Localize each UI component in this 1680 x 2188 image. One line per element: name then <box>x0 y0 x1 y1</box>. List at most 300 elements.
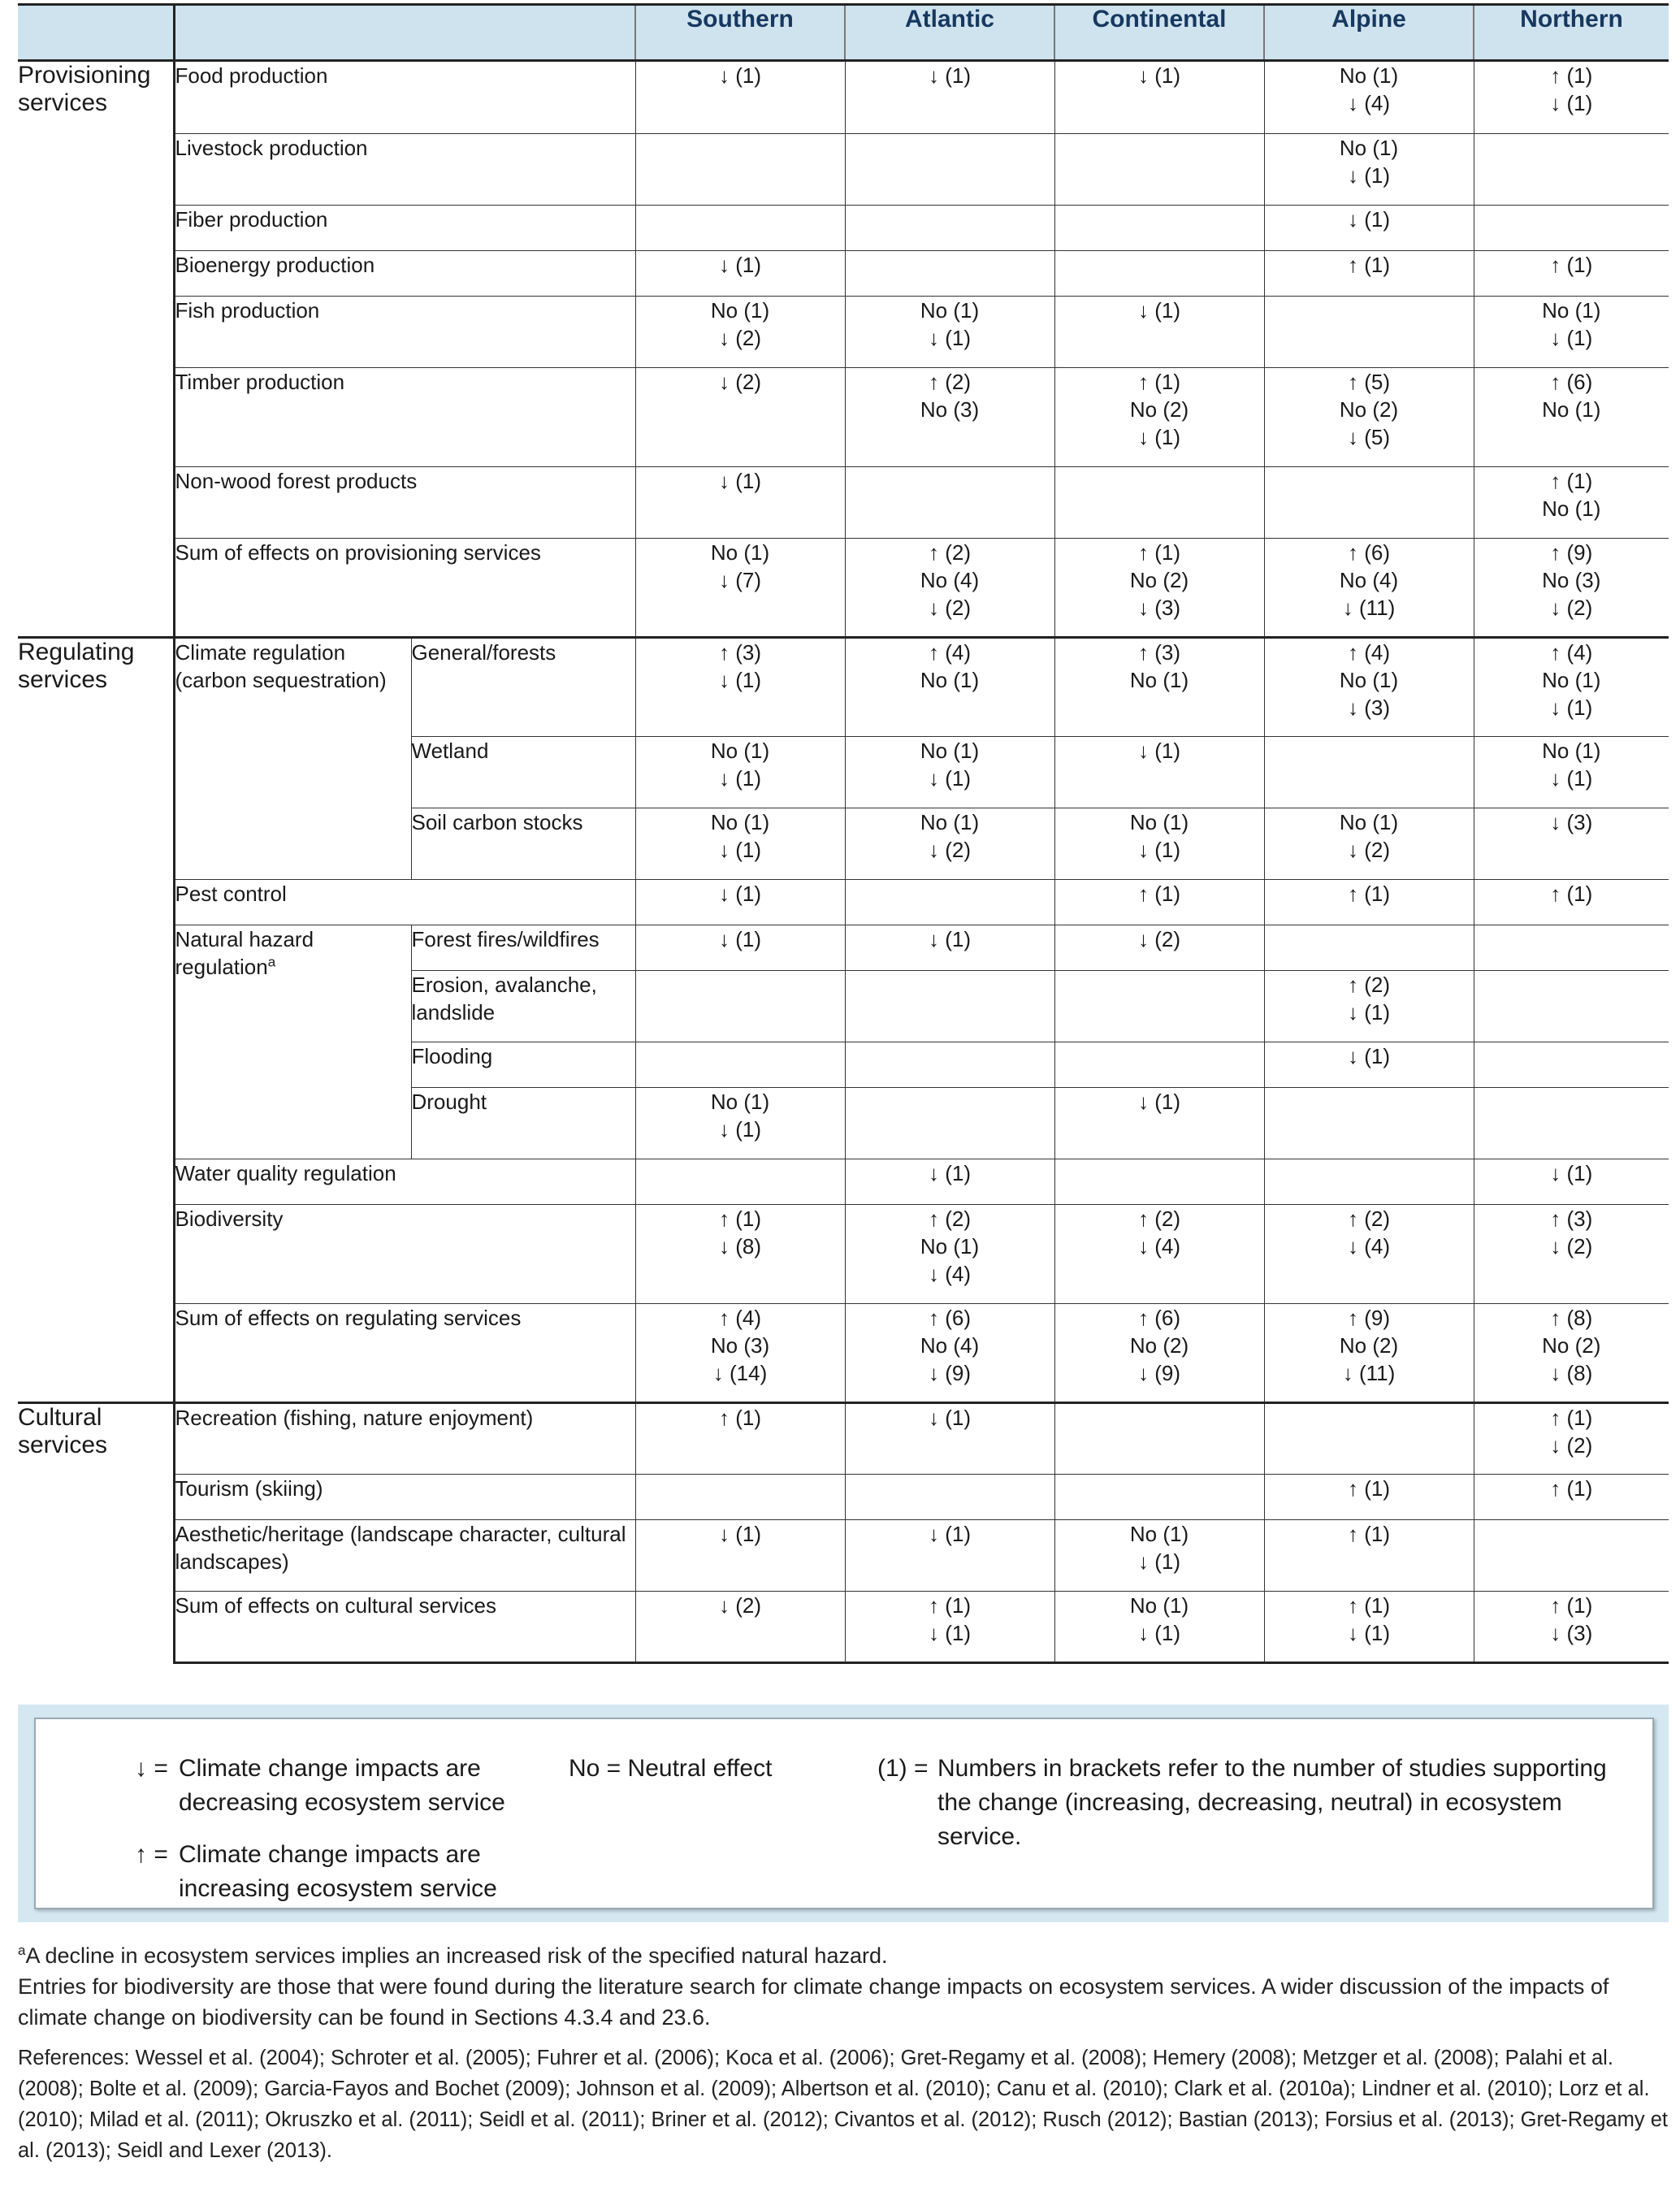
cell-continental <box>1054 1520 1264 1592</box>
sub-service-label <box>411 925 635 971</box>
cell-alpine <box>1264 368 1474 467</box>
cell-value: ↑ (9) <box>1550 540 1593 565</box>
cell-value: ↑ (3) <box>719 640 761 665</box>
cell-alpine <box>1264 1042 1474 1088</box>
sub-service-label <box>411 638 635 737</box>
table-row <box>18 1475 1669 1520</box>
cell-value: ↑ (1) <box>1348 253 1390 277</box>
cell-value: No (1) <box>1129 810 1189 834</box>
service-name: Pest control <box>175 882 287 906</box>
cell-value: ↑ (1) <box>719 1406 761 1430</box>
table-row <box>18 251 1669 297</box>
cell-value: ↓ (1) <box>719 838 761 862</box>
sub-service-label <box>411 1088 635 1159</box>
increase-text-2: increasing ecosystem service <box>179 1875 497 1902</box>
ecosystem-impacts-table <box>18 3 1669 1664</box>
cell-value: ↑ (1) <box>1138 540 1180 565</box>
cell-value: ↑ (1) <box>1550 469 1593 493</box>
cell-continental <box>1054 61 1264 134</box>
cell-value: No (1) <box>1339 810 1399 834</box>
cell-northern <box>1474 1159 1669 1205</box>
cell-value: No (4) <box>920 1333 980 1358</box>
cell-continental <box>1054 368 1264 467</box>
cell-southern <box>635 1475 845 1520</box>
service-name: Fish production <box>175 298 320 323</box>
cell-value: No (1) <box>920 810 980 834</box>
cell-southern <box>635 880 845 925</box>
cell-value: ↓ (1) <box>1348 1000 1390 1025</box>
service-name: Timber production <box>175 370 345 394</box>
cell-continental <box>1054 1042 1264 1088</box>
cell-alpine <box>1264 1159 1474 1205</box>
cell-value: ↓ (1) <box>719 882 761 906</box>
cell-value: ↓ (1) <box>929 326 971 350</box>
cell-value: ↓ (4) <box>1348 91 1390 115</box>
sub-service-name: Wetland <box>411 739 489 763</box>
cell-northern <box>1474 737 1669 808</box>
service-name: Aesthetic/heritage (landscape character, cultural landscapes) <box>175 1522 626 1574</box>
cell-southern <box>635 297 845 368</box>
cell-value: No (1) <box>1542 739 1601 763</box>
service-name: Tourism (skiing) <box>175 1476 323 1501</box>
cell-value: ↑ (1) <box>1550 253 1593 277</box>
service-name: Sum of effects on cultural services <box>175 1593 496 1618</box>
cell-southern <box>635 368 845 467</box>
cell-value: ↓ (4) <box>929 1262 971 1286</box>
cell-value: ↑ (1) <box>1138 882 1180 906</box>
cell-continental <box>1054 638 1264 737</box>
count-text-2: the change (increasing, decreasing, neutral) in ecosystem service. <box>937 1789 1562 1850</box>
service-name: Natural hazard regulation <box>175 927 314 979</box>
cell-value: ↓ (2) <box>1348 838 1390 862</box>
cell-value: ↑ (4) <box>1348 640 1390 665</box>
cell-value: ↓ (1) <box>1138 1549 1180 1574</box>
table-row <box>18 925 1669 971</box>
service-label <box>174 1475 635 1520</box>
cell-value: ↓ (1) <box>929 927 971 951</box>
cell-continental <box>1054 1304 1264 1403</box>
cell-alpine <box>1264 1304 1474 1403</box>
increase-text-1: Climate change impacts are <box>179 1841 481 1868</box>
table-row <box>18 368 1669 467</box>
cell-atlantic <box>845 1592 1054 1663</box>
cell-value: No (1) <box>710 1090 770 1114</box>
cell-northern <box>1474 1304 1669 1403</box>
cell-atlantic <box>845 1403 1054 1475</box>
cell-value: ↑ (1) <box>719 1207 761 1231</box>
cell-alpine <box>1264 134 1474 206</box>
cell-alpine <box>1264 1520 1474 1592</box>
cell-value: No (1) <box>1129 1593 1189 1618</box>
footnote-marker: a <box>18 1943 26 1958</box>
cell-value: ↑ (6) <box>1348 540 1390 565</box>
group-label: Regulating services <box>18 639 135 693</box>
cell-southern <box>635 971 845 1042</box>
service-name: Bioenergy production <box>175 253 375 277</box>
cell-southern <box>635 638 845 737</box>
cell-value: ↓ (1) <box>1138 1090 1180 1114</box>
group-regulating <box>18 638 174 1403</box>
cell-atlantic <box>845 638 1054 737</box>
table-row <box>18 1205 1669 1304</box>
cell-southern <box>635 134 845 206</box>
cell-southern <box>635 206 845 251</box>
col-header-northern: Northern <box>1474 5 1669 61</box>
cell-atlantic <box>845 925 1054 971</box>
sub-service-label <box>411 1042 635 1088</box>
legend-increase <box>135 1838 525 1911</box>
footnote-marker: a <box>267 954 276 970</box>
cell-value: ↑ (1) <box>1348 1593 1390 1618</box>
cell-value: ↓ (1) <box>929 1406 971 1430</box>
cell-value: No (1) <box>1542 496 1601 521</box>
cell-value: ↑ (6) <box>1138 1306 1180 1330</box>
col-header-southern: Southern <box>635 5 845 61</box>
sub-service-name: Flooding <box>411 1044 493 1068</box>
cell-value: ↓ (4) <box>1138 1234 1180 1259</box>
service-name: Sum of effects on regulating services <box>175 1306 522 1330</box>
cell-northern <box>1474 1475 1669 1520</box>
footnote-a <box>18 1940 1669 1971</box>
service-label <box>174 467 635 539</box>
group-label: Cultural services <box>18 1404 108 1458</box>
cell-northern <box>1474 1088 1669 1159</box>
cell-value: ↓ (14) <box>712 1361 768 1385</box>
cell-atlantic <box>845 1304 1054 1403</box>
cell-value: ↑ (5) <box>1348 370 1390 394</box>
decrease-symbol: ↓ = <box>135 1755 168 1782</box>
service-name: Fiber production <box>175 207 328 232</box>
cell-value: ↑ (1) <box>929 1593 971 1618</box>
cell-value: ↓ (11) <box>1342 596 1396 620</box>
legend-panel <box>18 1705 1669 1922</box>
service-name: Climate regulation (carbon sequestration) <box>175 640 387 692</box>
service-label <box>174 880 635 925</box>
cell-value: No (1) <box>1542 298 1601 323</box>
cell-value: ↓ (1) <box>1550 766 1593 791</box>
service-name: Biodiversity <box>175 1207 284 1231</box>
service-label <box>174 539 635 638</box>
cell-value: ↓ (1) <box>1138 63 1180 88</box>
cell-atlantic <box>845 61 1054 134</box>
count-symbol: (1) = <box>877 1755 929 1782</box>
cell-value: ↑ (1) <box>1348 1476 1390 1501</box>
cell-value: ↓ (9) <box>929 1361 971 1385</box>
cell-value: No (2) <box>1129 397 1189 422</box>
legend-box <box>34 1718 1654 1909</box>
cell-value: ↑ (1) <box>1348 1522 1390 1546</box>
cell-value: No (2) <box>1339 1333 1399 1358</box>
cell-southern <box>635 539 845 638</box>
cell-southern <box>635 808 845 880</box>
service-label <box>174 61 635 134</box>
cell-value: ↓ (2) <box>1550 1433 1593 1458</box>
cell-value: ↓ (5) <box>1348 425 1390 449</box>
table-row <box>18 1592 1669 1663</box>
cell-value: ↑ (2) <box>929 1207 971 1231</box>
cell-northern <box>1474 251 1669 297</box>
cell-atlantic <box>845 1042 1054 1088</box>
cell-southern <box>635 251 845 297</box>
cell-atlantic <box>845 880 1054 925</box>
cell-value: ↑ (4) <box>929 640 971 665</box>
references: References: Wessel et al. (2004); Schroter et al. (2005); Fuhrer et al. (2006); Koca et al. (2006); Gret-Regamy et al. (2008); Hemery (2008); Metzger et al. (2008); Palahi et al. (2008); Bolte et al. (2009); Garcia-Fayos and Bochet (2009); Johnson et al. (2009); Albertson et al. (2010); Canu et al. (2010); Clark et al. (2010a); Lindner et al. (2010); Lorz et al. (2010); Milad et al. (2011); Okruszko et al. (2011); Seidl et al. (2011); Briner et al. (2012); Civantos et al. (2012); Rusch (2012); Bastian (2013); Forsius et al. (2013); Gret-Regamy et al. (2013); Seidl and Lexer (2013). <box>18 2047 1669 2162</box>
cell-northern <box>1474 368 1669 467</box>
cell-value: No (2) <box>1129 568 1189 592</box>
cell-value: No (4) <box>1339 568 1399 592</box>
cell-value: ↓ (1) <box>1138 298 1180 323</box>
service-name: Food production <box>175 63 328 88</box>
cell-continental <box>1054 134 1264 206</box>
cell-atlantic <box>845 971 1054 1042</box>
cell-continental <box>1054 808 1264 880</box>
cell-value: ↓ (1) <box>929 1161 971 1185</box>
table-row <box>18 1403 1669 1475</box>
cell-value: ↓ (1) <box>929 1621 971 1645</box>
cell-atlantic <box>845 737 1054 808</box>
cell-alpine <box>1264 206 1474 251</box>
table-row <box>18 638 1669 737</box>
cell-southern <box>635 467 845 539</box>
col-header-alpine: Alpine <box>1264 5 1474 61</box>
header-corner <box>18 5 174 61</box>
neutral-text: No = Neutral effect <box>569 1755 773 1782</box>
table-row <box>18 61 1669 134</box>
cell-northern <box>1474 1042 1669 1088</box>
cell-value: No (2) <box>1339 397 1399 422</box>
cell-value: No (1) <box>1129 1522 1189 1546</box>
cell-atlantic <box>845 1159 1054 1205</box>
cell-value: ↓ (9) <box>1138 1361 1180 1385</box>
cell-northern <box>1474 1205 1669 1304</box>
legend-decrease <box>135 1752 525 1825</box>
cell-atlantic <box>845 1088 1054 1159</box>
cell-value: ↑ (3) <box>1138 640 1180 665</box>
cell-atlantic <box>845 206 1054 251</box>
count-text-1: Numbers in brackets refer to the number of studies supporting <box>937 1755 1607 1782</box>
cell-southern <box>635 1403 845 1475</box>
cell-value: ↑ (2) <box>1348 1207 1390 1231</box>
cell-value: ↓ (1) <box>1550 695 1593 720</box>
service-name: Water quality regulation <box>175 1161 396 1185</box>
service-label <box>174 368 635 467</box>
cell-value: ↑ (1) <box>1550 63 1593 88</box>
cell-value: No (1) <box>920 298 980 323</box>
cell-alpine <box>1264 1403 1474 1475</box>
cell-value: ↑ (2) <box>1138 1207 1180 1231</box>
cell-northern <box>1474 971 1669 1042</box>
cell-alpine <box>1264 880 1474 925</box>
cell-atlantic <box>845 539 1054 638</box>
cell-value: ↑ (3) <box>1550 1207 1593 1231</box>
cell-value: ↓ (3) <box>1550 1621 1593 1645</box>
cell-value: No (3) <box>710 1333 770 1358</box>
service-label <box>174 1205 635 1304</box>
service-label <box>174 1520 635 1592</box>
service-label <box>174 251 635 297</box>
cell-value: No (1) <box>1129 668 1189 692</box>
table-page <box>18 3 1669 1664</box>
cell-alpine <box>1264 1088 1474 1159</box>
table-row <box>18 467 1669 539</box>
service-label <box>174 206 635 251</box>
decrease-text-2: decreasing ecosystem service <box>179 1789 505 1816</box>
cell-northern <box>1474 297 1669 368</box>
service-label <box>174 134 635 206</box>
service-name: Recreation (fishing, nature enjoyment) <box>175 1406 534 1430</box>
legend-neutral <box>569 1752 845 1789</box>
cell-value: ↑ (6) <box>1550 370 1593 394</box>
cell-value: ↑ (1) <box>1138 370 1180 394</box>
service-label <box>174 1159 635 1205</box>
table-row <box>18 539 1669 638</box>
sub-service-name: Drought <box>411 1090 487 1114</box>
table-row <box>18 134 1669 206</box>
cell-southern <box>635 1520 845 1592</box>
cell-southern <box>635 1042 845 1088</box>
cell-value: ↓ (1) <box>929 63 971 88</box>
service-label <box>174 638 411 880</box>
cell-alpine <box>1264 971 1474 1042</box>
cell-value: No (1) <box>710 810 770 834</box>
group-cultural <box>18 1403 174 1663</box>
cell-northern <box>1474 1403 1669 1475</box>
cell-value: ↓ (8) <box>719 1234 761 1259</box>
cell-continental <box>1054 297 1264 368</box>
table-row <box>18 880 1669 925</box>
cell-value: ↓ (2) <box>719 1593 761 1618</box>
cell-atlantic <box>845 808 1054 880</box>
cell-value: ↓ (1) <box>1550 91 1593 115</box>
cell-northern <box>1474 467 1669 539</box>
cell-southern <box>635 1088 845 1159</box>
table-body <box>18 61 1669 1663</box>
cell-northern <box>1474 1592 1669 1663</box>
cell-northern <box>1474 808 1669 880</box>
cell-value: No (1) <box>1542 397 1601 422</box>
cell-northern <box>1474 925 1669 971</box>
cell-value: No (1) <box>920 1234 980 1259</box>
cell-value: ↓ (2) <box>1138 927 1180 951</box>
cell-continental <box>1054 1159 1264 1205</box>
cell-value: No (1) <box>920 668 980 692</box>
cell-southern <box>635 1304 845 1403</box>
sub-service-label <box>411 971 635 1042</box>
cell-continental <box>1054 251 1264 297</box>
cell-alpine <box>1264 808 1474 880</box>
cell-southern <box>635 61 845 134</box>
cell-value: ↑ (2) <box>1348 973 1390 997</box>
cell-value: ↓ (1) <box>1348 1044 1390 1068</box>
cell-atlantic <box>845 467 1054 539</box>
cell-northern <box>1474 880 1669 925</box>
cell-value: ↓ (11) <box>1342 1361 1396 1385</box>
cell-continental <box>1054 925 1264 971</box>
cell-value: ↑ (2) <box>929 540 971 565</box>
cell-value: ↓ (1) <box>719 63 761 88</box>
cell-alpine <box>1264 1475 1474 1520</box>
cell-southern <box>635 737 845 808</box>
cell-value: ↑ (1) <box>1550 1593 1593 1618</box>
cell-alpine <box>1264 467 1474 539</box>
cell-value: ↓ (1) <box>719 469 761 493</box>
cell-value: ↓ (1) <box>719 927 761 951</box>
cell-atlantic <box>845 134 1054 206</box>
cell-value: No (1) <box>710 739 770 763</box>
cell-value: ↓ (1) <box>1138 1621 1180 1645</box>
cell-value: ↓ (1) <box>1348 207 1390 232</box>
cell-continental <box>1054 971 1264 1042</box>
sub-service-name: Forest fires/wildfires <box>411 927 600 951</box>
cell-value: No (1) <box>1339 63 1399 88</box>
table-row <box>18 1520 1669 1592</box>
cell-value: ↓ (2) <box>719 370 761 394</box>
cell-value: ↑ (1) <box>1550 882 1593 906</box>
cell-continental <box>1054 1403 1264 1475</box>
cell-value: No (3) <box>1542 568 1601 592</box>
cell-value: ↓ (8) <box>1550 1361 1593 1385</box>
group-provisioning <box>18 61 174 638</box>
increase-symbol: ↑ = <box>135 1841 168 1868</box>
col-header-atlantic: Atlantic <box>845 5 1054 61</box>
cell-southern <box>635 1592 845 1663</box>
cell-alpine <box>1264 539 1474 638</box>
sub-service-label <box>411 808 635 880</box>
cell-value: ↓ (2) <box>1550 596 1593 620</box>
cell-continental <box>1054 737 1264 808</box>
cell-value: ↓ (1) <box>1348 1621 1390 1645</box>
service-label <box>174 1304 635 1403</box>
cell-value: ↓ (3) <box>1138 596 1180 620</box>
cell-value: ↓ (1) <box>719 253 761 277</box>
cell-value: ↓ (1) <box>719 668 761 692</box>
cell-value: ↑ (1) <box>1550 1406 1593 1430</box>
service-label <box>174 925 411 1159</box>
cell-alpine <box>1264 737 1474 808</box>
cell-continental <box>1054 880 1264 925</box>
service-label <box>174 1403 635 1475</box>
cell-value: No (1) <box>920 739 980 763</box>
cell-northern <box>1474 61 1669 134</box>
cell-southern <box>635 1205 845 1304</box>
cell-value: ↑ (6) <box>929 1306 971 1330</box>
cell-value: ↓ (1) <box>719 1117 761 1142</box>
col-header-continental: Continental <box>1054 5 1264 61</box>
cell-northern <box>1474 1520 1669 1592</box>
cell-value: ↓ (1) <box>1138 425 1180 449</box>
cell-value: ↓ (1) <box>1550 326 1593 350</box>
cell-value: ↓ (1) <box>1138 739 1180 763</box>
cell-southern <box>635 1159 845 1205</box>
cell-alpine <box>1264 61 1474 134</box>
cell-atlantic <box>845 368 1054 467</box>
cell-value: ↑ (1) <box>1550 1476 1593 1501</box>
cell-alpine <box>1264 925 1474 971</box>
cell-value: ↓ (3) <box>1348 695 1390 720</box>
cell-value: ↓ (2) <box>929 838 971 862</box>
cell-continental <box>1054 1592 1264 1663</box>
cell-continental <box>1054 1475 1264 1520</box>
cell-value: No (4) <box>920 568 980 592</box>
cell-continental <box>1054 1205 1264 1304</box>
cell-continental <box>1054 1088 1264 1159</box>
service-label <box>174 297 635 368</box>
cell-value: ↑ (1) <box>1348 882 1390 906</box>
cell-northern <box>1474 134 1669 206</box>
cell-value: ↓ (1) <box>719 766 761 791</box>
cell-atlantic <box>845 1205 1054 1304</box>
cell-northern <box>1474 638 1669 737</box>
